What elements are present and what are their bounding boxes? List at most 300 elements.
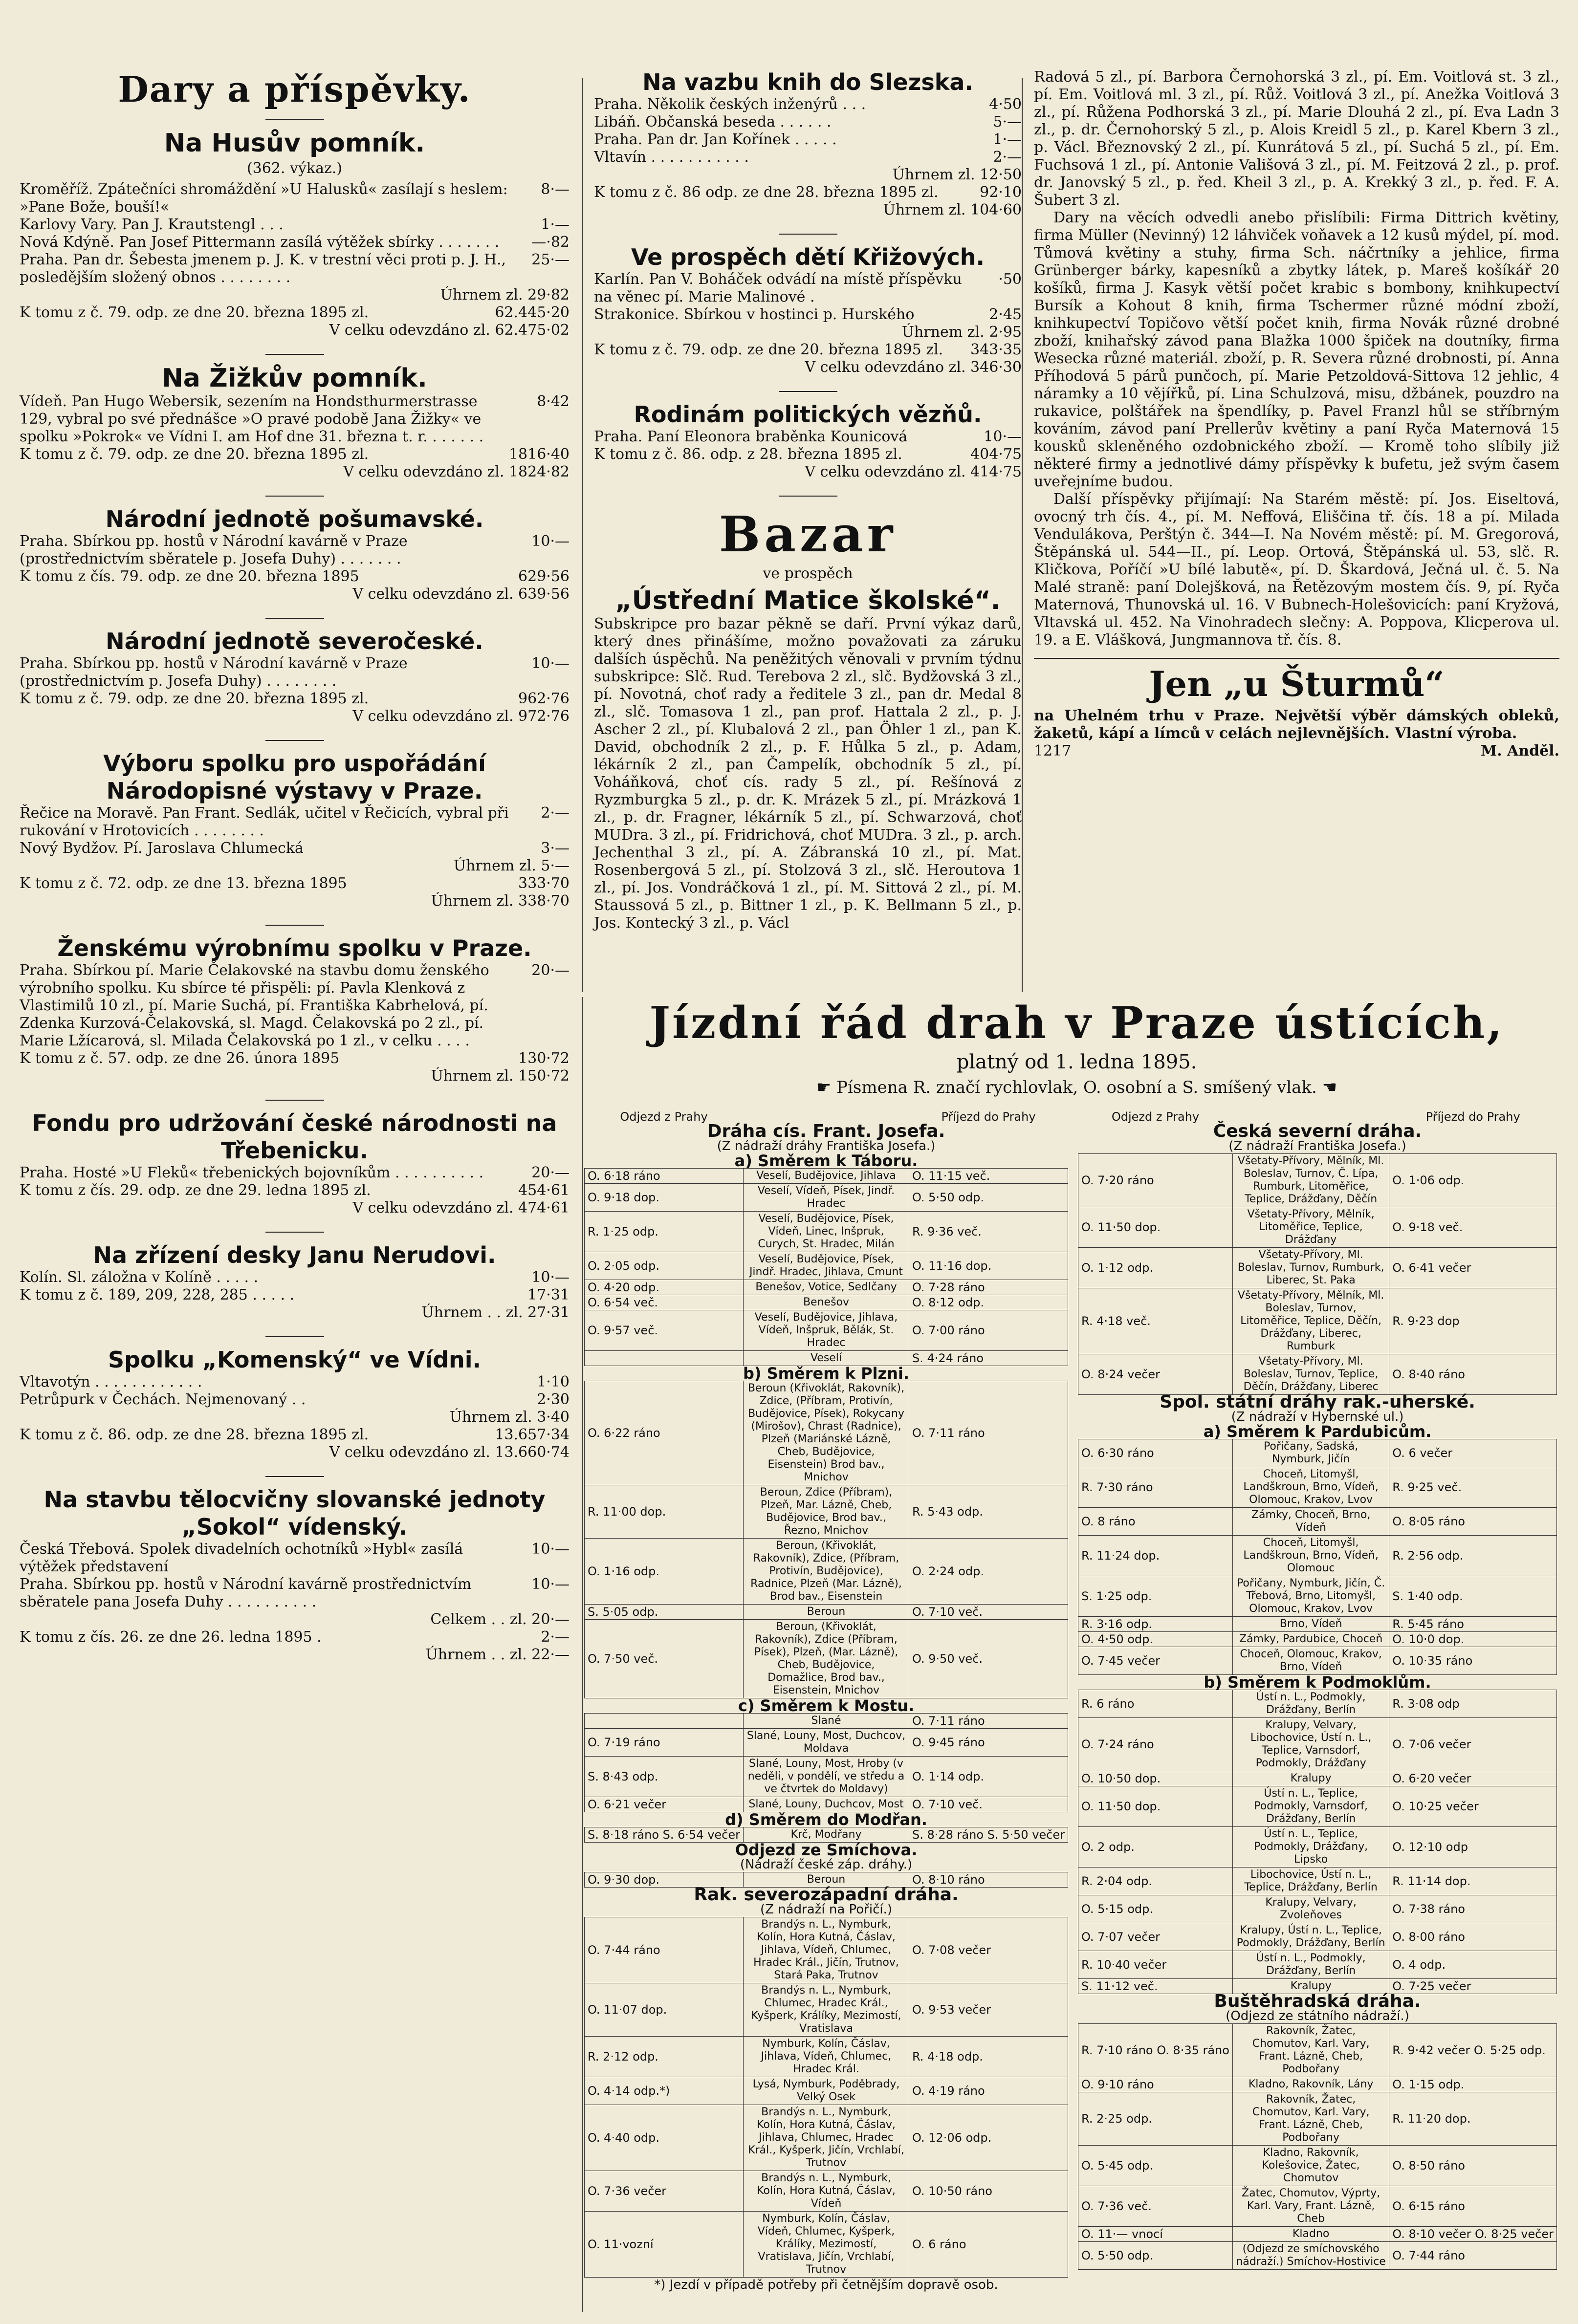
donation-row bbox=[20, 962, 570, 1050]
route-stations: Choceň, Litomyšl, Landškroun, Brno, Vídeň, Olomouc, Krakov, Lvov bbox=[1232, 1467, 1389, 1508]
route-stations: Benešov, Votice, Sedlčany bbox=[744, 1280, 909, 1295]
railway-station: (Z nádraží Františka Josefa.) bbox=[1228, 1139, 1406, 1153]
departure-time: O. 6·21 večer bbox=[585, 1797, 744, 1812]
middle-column bbox=[594, 68, 1022, 1046]
donation-row bbox=[20, 1373, 570, 1391]
section-neruda bbox=[20, 1241, 570, 1322]
sent-total: V celku odevzdáno zl. 346·30 bbox=[805, 359, 1022, 376]
departure-time: O. 10·50 dop. bbox=[1078, 1771, 1233, 1786]
total-value: 343·35 bbox=[970, 341, 1022, 358]
bazar-notice bbox=[594, 505, 1022, 932]
departure-time: O. 2·05 odp. bbox=[585, 1252, 744, 1280]
arrival-time: O. 6·20 večer bbox=[1389, 1771, 1557, 1786]
arrival-time: O. 10·35 ráno bbox=[1389, 1647, 1557, 1675]
station-note-row bbox=[585, 1857, 1068, 1872]
subtotal-label: Úhrnem zl. bbox=[449, 1409, 532, 1426]
footnote: *) Jezdí v případě potřeby při četnějším dopravě osob. bbox=[654, 2278, 998, 2292]
in-kind-donations-text: Dary na věcích odvedli anebo přislíbili: Firma Dittrich květiny, firma Müller (Nevinný) 12 láhviček voňavek a 12 kusů mýdel, pí. mod. Tůmová květiny a stuhy, firma Sch. náčrtníky a jehlice, firma Grünberger bárky, kapesníků a zbytky látek, p. Mareš košíkář 20 košíků, firma J. Kasyk větší počet krabic s bombony, knihkupectví Bursík a Kohout 8 knih, firma Tschermer různé módní zboží, knihkupectví Topičovo větší počet knih, firma Novák různé drobné zboží, knihařský závod pana Blažka 1000 špiček na doutníky, firma Wesecka různé materiál. zboží, p. R. Severa různé drobnosti, pí. Anna Příhodová 5 párů punčoch, pí. Marie Petzoldová-Sittova 12 jehlic, 4 náramky a 10 vějířků, pí. Lina Schulzová, misu, džbánek, pouzdro na rukavice, polštářek na špendlíky, p. Pavel Franzl hůl se stříbrným kováním, závod paní Prellerův květiny a paní Ryča Maternová 15 kousků skleněného ozdobnického zboží. — Kromě toho slíbily již některé firmy a jednotlivé dámy příspěvky k bufetu, jež svým časem uveřejníme budou. bbox=[1034, 209, 1559, 490]
total-label: K tomu z č. 79. odp. ze dne 20. března 1895 zl. bbox=[20, 690, 369, 707]
route-stations: Brandýs n. L., Nymburk, Chlumec, Hradec Král., Kyšperk, Králíky, Mezimostí, Vratislava bbox=[744, 1983, 909, 2037]
total-label: K tomu z č. 79. odp. ze dne 20. března 1895 zl. bbox=[594, 341, 943, 358]
railway-name: Dráha cís. Frant. Josefa. bbox=[707, 1121, 945, 1141]
donation-text: Vltavotýn . . . . . . . . . . . . bbox=[20, 1373, 202, 1390]
donation-amount: 25·— bbox=[531, 251, 570, 268]
donation-text: Praha. Pan dr. Jan Kořínek . . . . . bbox=[594, 131, 837, 148]
sum-value: 104·60 bbox=[970, 201, 1022, 218]
total-value: 333·70 bbox=[518, 875, 570, 892]
donation-amount: 10·— bbox=[531, 533, 570, 550]
route-stations: Veselí, Budějovice, Jihlava, Vídeň, Inšpruk, Bělák, St. Hradec bbox=[744, 1310, 909, 1351]
route-stations: Lysá, Nymburk, Poděbrady, Velký Osek bbox=[744, 2077, 909, 2105]
timetable-row bbox=[585, 2212, 1068, 2278]
arrival-time: O. 1·06 odp. bbox=[1389, 1154, 1557, 1207]
total-value: 404·75 bbox=[970, 446, 1022, 463]
timetable-row bbox=[1078, 1288, 1557, 1354]
arrival-time: O. 10·50 ráno bbox=[909, 2171, 1068, 2212]
railway-name: Česká severní dráha. bbox=[1213, 1121, 1422, 1141]
timetable-row bbox=[1078, 1827, 1557, 1868]
route-stations: Všetaty-Přívory, Mělník, Ml. Boleslav, Turnov, Č. Lípa, Rumburk, Litoměřice, Teplice, Drážďany, Děčín bbox=[1232, 1154, 1389, 1207]
departure-time: O. 11·50 dop. bbox=[1078, 1786, 1233, 1827]
departure-time: O. 1·16 odp. bbox=[585, 1539, 744, 1605]
bazar-prefix: ve prospěch bbox=[763, 565, 853, 582]
route-stations: Veselí, Budějovice, Jihlava bbox=[744, 1169, 909, 1184]
departure-time: R. 7·10 ráno O. 8·35 ráno bbox=[1078, 2024, 1233, 2077]
donation-amount: 20·— bbox=[531, 962, 570, 979]
donation-row bbox=[20, 234, 570, 251]
route-stations: Choceň, Litomyšl, Landškroun, Brno, Vídeň, Olomouc bbox=[1232, 1536, 1389, 1576]
timetable-row bbox=[1078, 1467, 1557, 1508]
arrival-time: R. 9·36 več. bbox=[909, 1212, 1068, 1252]
subtotal-row bbox=[20, 286, 570, 304]
sent-total: V celku odevzdáno zl. 639·56 bbox=[352, 586, 570, 603]
total-row bbox=[594, 341, 1022, 359]
direction-heading-row bbox=[585, 1366, 1068, 1381]
hand-pointer-icon: ☛ bbox=[816, 1078, 837, 1097]
donation-row bbox=[20, 1286, 570, 1304]
arrival-time: O. 8·50 ráno bbox=[1389, 2146, 1557, 2186]
timetable-row bbox=[585, 1351, 1068, 1366]
section-posumavska bbox=[20, 505, 570, 603]
legend-text: Písmena R. značí rychlovlak, O. osobní a S. smíšený vlak. bbox=[836, 1078, 1317, 1097]
donation-row bbox=[594, 271, 1022, 306]
departure-time: O. 11·vozní bbox=[585, 2212, 744, 2278]
advert-number: 1217 bbox=[1034, 742, 1072, 760]
donation-row bbox=[594, 131, 1022, 149]
departure-time: O. 9·18 dop. bbox=[585, 1184, 744, 1212]
departure-time: S. 8·43 odp. bbox=[585, 1757, 744, 1797]
donation-text: Praha. Hosté »U Fleků« třebenických bojovníkům . . . . . . . . . . bbox=[20, 1164, 484, 1181]
subtotal-row bbox=[20, 1409, 570, 1426]
route-stations: Slané, Louny, Most, Duchcov, Moldava bbox=[744, 1729, 909, 1757]
donation-amount: 17·31 bbox=[527, 1286, 570, 1303]
route-stations: Kralupy, Velvary, Libochovice, Ústí n. L., Teplice, Varnsdorf, Podmokly, Drážďany bbox=[1232, 1718, 1389, 1771]
section-heading: Na stavbu tělocvičny slovanské jednoty „Sokol“ vídenský. bbox=[44, 1486, 546, 1540]
subtotal-row bbox=[594, 324, 1022, 341]
total-row bbox=[20, 568, 570, 586]
donation-text: K tomu z č. 189, 209, 228, 285 . . . . . bbox=[20, 1286, 295, 1303]
donation-text: Řečice na Moravě. Pan Frant. Sedlák, učitel v Řečicích, vybral při rukování v Hrotovicích . . . . . . . . bbox=[20, 804, 509, 839]
timetable-title: Jízdní řád drah v Praze ústících, bbox=[649, 997, 1504, 1049]
sum-label: Úhrnem zl. bbox=[431, 1067, 514, 1085]
timetable-row bbox=[1078, 2077, 1557, 2092]
timetable-row bbox=[585, 1797, 1068, 1812]
departure-time: O. 2 odp. bbox=[1078, 1827, 1233, 1868]
railway-heading-row bbox=[585, 1888, 1068, 1903]
route-stations: Beroun (Křivoklát, Rakovník), Zdice, (Příbram, Protivín, Budějovice, Písek), Rokycany (Mirošov), Chrast (Radnice), Plzeň (Mariánské Lázně, Cheb, Budějovice, Eisenstein) Brod bav., Mnichov bbox=[744, 1381, 909, 1485]
arrival-time: O. 4 odp. bbox=[1389, 1951, 1557, 1979]
arrival-time: R. 2·56 odp. bbox=[1389, 1536, 1557, 1576]
timetable-row bbox=[1078, 1786, 1557, 1827]
total-row bbox=[20, 1050, 570, 1067]
timetable-row bbox=[1078, 2227, 1557, 2242]
sum-row bbox=[20, 1304, 570, 1322]
hand-pointer-icon: ☚ bbox=[1316, 1078, 1337, 1097]
direction-heading-row bbox=[585, 1153, 1068, 1169]
donation-text: Praha. Pan dr. Šebesta jmenem p. J. K. v trestní věci proti p. J. H., posledějším složený obnos . . . . . . . . bbox=[20, 251, 506, 286]
total-label: K tomu z čís. 79. odp. ze dne 20. března 1895 bbox=[20, 568, 359, 585]
timetable-row bbox=[585, 1381, 1068, 1485]
arrival-time: R. 3·08 odp bbox=[1389, 1690, 1557, 1718]
bazar-continued-text: Radová 5 zl., pí. Barbora Černohorská 3 zl., pí. Em. Voitlová st. 3 zl., pí. Em. Voitlová ml. 3 zl., pí. Růž. Voitlová 3 zl., pí. Anežka Voitlová 3 zl., pí. Růžena Podhorská 3 zl., pí. Marie Dlouhá 2 zl., pí. Eva Ladn 3 zl., p. dr. Černohorský 5 zl., p. Alois Kreidl 5 zl., p. Karel Kbern 3 zl., p. Václ. Březnovský 2 zl., pí. Kunrátová 5 zl., pí. Suchá 5 zl., pí. Em. Fuchsová 1 zl., pí. Antonie Vališová 3 zl., pí. M. Feitzová 2 zl., p. prof. dr. Janovský 5 zl., p. řed. Kheil 3 zl., p. A. Krekký 3 zl., p. řed. F. A. Šubert 3 zl. bbox=[1034, 68, 1559, 209]
route-stations: Všetaty-Přívory, Ml. Boleslav, Turnov, Teplice, Děčín, Drážďany, Liberec bbox=[1232, 1354, 1389, 1395]
timetable-row bbox=[1078, 1248, 1557, 1288]
donation-text: Praha. Sbírkou pí. Marie Čelakovské na stavbu domu ženského výrobního spolku. Ku sbírce té přispěli: pí. Pavla Klenková z Vlastimilů 10 zl., pí. Marie Suchá, pí. Františka Kabrhelová, pí. Zdenka Kurzová-Čelakovská, sl. Magd. Čelakovská po 2 zl., pí. Marie Lžícarová, sl. Milada Čelakovská po 1 zl., v celku . . . . bbox=[20, 962, 489, 1049]
departure-time: O. 4·40 odp. bbox=[585, 2105, 744, 2171]
timetable-row bbox=[585, 2037, 1068, 2077]
sum-label: Úhrnem . . zl. bbox=[425, 1646, 527, 1663]
total-label: K tomu z č. 79. odp. ze dne 20. března 1895 zl. bbox=[20, 446, 369, 463]
arrival-header: Příjezd do Prahy bbox=[941, 1110, 1036, 1124]
departure-time: R. 10·40 večer bbox=[1078, 1951, 1233, 1979]
route-stations: Ústí n. L., Podmokly, Drážďany, Berlín bbox=[1232, 1690, 1389, 1718]
arrival-time: O. 8·10 večer O. 8·25 večer bbox=[1389, 2227, 1557, 2242]
donation-amount: 2·— bbox=[541, 804, 570, 822]
donation-amount: 10·— bbox=[984, 428, 1022, 445]
arrival-time: O. 10·0 dop. bbox=[1389, 1632, 1557, 1647]
sum-label: Úhrnem . . zl. bbox=[421, 1304, 523, 1321]
route-stations: Nymburk, Kolín, Čáslav, Jihlava, Vídeň, Chlumec, Hradec Král. bbox=[744, 2037, 909, 2077]
total-row bbox=[20, 1426, 570, 1444]
arrival-time: R. 9·23 dop bbox=[1389, 1288, 1557, 1354]
sent-total: V celku odevzdáno zl. 13.660·74 bbox=[329, 1444, 570, 1461]
timetable-row bbox=[1078, 1508, 1557, 1536]
section-hus bbox=[20, 129, 570, 339]
railway-station: (Odjezd ze státního nádraží.) bbox=[1226, 2009, 1409, 2023]
departure-time: O. 9·10 ráno bbox=[1078, 2077, 1233, 2092]
subtotal-label: Úhrnem zl. bbox=[892, 166, 975, 183]
section-trebenicko bbox=[20, 1109, 570, 1217]
departure-time: O. 7·20 ráno bbox=[1078, 1154, 1233, 1207]
route-stations: Kralupy, Velvary, Zvoleňoves bbox=[1232, 1895, 1389, 1923]
timetable-subtitle: platný od 1. ledna 1895. bbox=[956, 1051, 1197, 1073]
divider bbox=[265, 1336, 324, 1337]
donation-text: Vídeň. Pan Hugo Webersik, sezením na Hondsthurmerstrasse 129, vybral po své přednášce »O pravé podobě Jana Žižky« ve spolku »Pokrok« ve Vídni I. am Hof dne 31. března t. r. . . . . . . bbox=[20, 393, 484, 445]
departure-time: O. 6·54 več. bbox=[585, 1295, 744, 1310]
departure-time: O. 7·36 večer bbox=[585, 2171, 744, 2212]
total-row bbox=[20, 875, 570, 892]
timetable-row bbox=[585, 1184, 1068, 1212]
advert-footer bbox=[1034, 742, 1559, 760]
sum-row bbox=[594, 201, 1022, 219]
route-stations: (Odjezd ze smíchovského nádraží.) Smíchov-Hostivice bbox=[1232, 2242, 1389, 2270]
donation-text: Praha. Několik českých inženýrů . . . bbox=[594, 96, 866, 113]
route-stations: Krč, Modřany bbox=[744, 1827, 909, 1843]
departure-time: O. 6·22 ráno bbox=[585, 1381, 744, 1485]
section-heading: Národní jednotě severočeské. bbox=[106, 628, 483, 654]
section-heading: Spolku „Komenský“ ve Vídni. bbox=[108, 1347, 482, 1373]
direction-heading-row bbox=[1078, 1675, 1557, 1690]
departure-time: R. 2·25 odp. bbox=[1078, 2092, 1233, 2146]
timetable-row bbox=[1078, 2092, 1557, 2146]
railway-name: Buštěhradská dráha. bbox=[1214, 1991, 1421, 2011]
total-value: 962·76 bbox=[518, 690, 570, 707]
subtotal-label: Úhrnem zl. bbox=[440, 286, 523, 304]
arrival-header: Příjezd do Prahy bbox=[1425, 1110, 1520, 1124]
departure-time: O. 6·18 ráno bbox=[585, 1169, 744, 1184]
section-zizka bbox=[20, 364, 570, 481]
section-heading: Na vazbu knih do Slezska. bbox=[642, 69, 973, 95]
donation-text: Praha. Paní Eleonora braběnka Kounicová bbox=[594, 428, 908, 445]
arrival-time: R. 11·14 dop. bbox=[1389, 1868, 1557, 1895]
donation-amount: 2·45 bbox=[989, 306, 1022, 323]
arrival-time: R. 9·25 več. bbox=[1389, 1467, 1557, 1508]
subtotal-value: 12·50 bbox=[980, 166, 1022, 183]
arrival-time: O. 8·00 ráno bbox=[1389, 1923, 1557, 1951]
total-value: 454·61 bbox=[518, 1182, 570, 1199]
donation-row bbox=[20, 1541, 570, 1576]
route-stations: Zámky, Pardubice, Choceň bbox=[1232, 1632, 1389, 1647]
departure-time: R. 11·00 dop. bbox=[585, 1485, 744, 1539]
donation-row bbox=[20, 655, 570, 690]
advert-signature: M. Anděl. bbox=[1480, 742, 1559, 760]
timetable-row bbox=[585, 1620, 1068, 1698]
donations-column bbox=[20, 68, 570, 2297]
donation-row bbox=[20, 1391, 570, 1409]
arrival-time: O. 7·00 ráno bbox=[909, 1310, 1068, 1351]
donation-row bbox=[20, 1576, 570, 1611]
departure-time: R. 11·24 dop. bbox=[1078, 1536, 1233, 1576]
railway-heading-row bbox=[1078, 1994, 1557, 2009]
arrival-time: O. 11·16 dop. bbox=[909, 1252, 1068, 1280]
departure-time: O. 11·— vnocí bbox=[1078, 2227, 1233, 2242]
divider bbox=[779, 234, 837, 235]
departure-time bbox=[585, 1351, 744, 1366]
donation-row bbox=[20, 533, 570, 568]
timetable-row bbox=[585, 1983, 1068, 2037]
timetable-row bbox=[1078, 1647, 1557, 1675]
donation-row bbox=[20, 216, 570, 234]
total-row bbox=[594, 446, 1022, 463]
route-stations: Rakovník, Žatec, Chomutov, Karl. Vary, Frant. Lázně, Cheb, Podbořany bbox=[1232, 2092, 1389, 2146]
sum-row bbox=[20, 1067, 570, 1085]
donation-amount: —·82 bbox=[531, 234, 570, 251]
timetable-row bbox=[585, 1917, 1068, 1983]
route-stations: Kralupy bbox=[1232, 1979, 1389, 1994]
departure-time: R. 3·16 odp. bbox=[1078, 1617, 1233, 1632]
donation-text: Vltavín . . . . . . . . . . . bbox=[594, 149, 749, 166]
total-row bbox=[20, 1629, 570, 1646]
total-label: K tomu z č. 86. odp. z 28. března 1895 zl. bbox=[594, 446, 902, 463]
total-row bbox=[20, 304, 570, 322]
donation-text: Libáň. Občanská beseda . . . . . . bbox=[594, 113, 832, 130]
timetable-row bbox=[1078, 1632, 1557, 1647]
section-narodopisna bbox=[20, 750, 570, 910]
donation-amount: 3·— bbox=[541, 840, 570, 857]
departure-time: O. 7·44 ráno bbox=[585, 1917, 744, 1983]
departure-time: R. 2·04 odp. bbox=[1078, 1868, 1233, 1895]
route-stations: Žatec, Chomutov, Výprty, Karl. Vary, Frant. Lázně, Cheb bbox=[1232, 2186, 1389, 2227]
timetable-row bbox=[1078, 1690, 1557, 1718]
timetable-row bbox=[1078, 1617, 1557, 1632]
donation-row bbox=[594, 428, 1022, 446]
timetable-row bbox=[585, 2077, 1068, 2105]
section-heading: Na zřízení desky Janu Nerudovi. bbox=[93, 1242, 496, 1268]
route-stations: Nymburk, Kolín, Čáslav, Vídeň, Chlumec, Kyšperk, Králíky, Mezimostí, Vratislava, Jičín, Vrchlabí, Trutnov bbox=[744, 2212, 909, 2278]
arrival-time: O. 9·50 več. bbox=[909, 1620, 1068, 1698]
route-stations: Choceň, Olomouc, Krakov, Brno, Vídeň bbox=[1232, 1647, 1389, 1675]
section-zensky-spolek bbox=[20, 934, 570, 1085]
departure-time: O. 4·20 odp. bbox=[585, 1280, 744, 1295]
arrival-time: O. 6·15 ráno bbox=[1389, 2186, 1557, 2227]
departure-time: O. 5·50 odp. bbox=[1078, 2242, 1233, 2270]
departure-time: S. 1·25 odp. bbox=[1078, 1576, 1233, 1617]
section-heading: Na Husův pomník. bbox=[164, 129, 425, 158]
timetable-row bbox=[585, 1212, 1068, 1252]
route-stations: Pořičany, Nymburk, Jičín, Č. Třebová, Brno, Litomyšl, Olomouc, Krakov, Lvov bbox=[1232, 1576, 1389, 1617]
arrival-time: O. 7·10 več. bbox=[909, 1797, 1068, 1812]
timetable-row bbox=[585, 1757, 1068, 1797]
arrival-time: O. 8·05 ráno bbox=[1389, 1508, 1557, 1536]
departure-time: O. 4·50 odp. bbox=[1078, 1632, 1233, 1647]
timetable-row bbox=[585, 1485, 1068, 1539]
donation-amount: 1·10 bbox=[537, 1373, 570, 1390]
arrival-time: O. 7·38 ráno bbox=[1389, 1895, 1557, 1923]
donation-row bbox=[20, 1269, 570, 1286]
total-label: K tomu z č. 86 odp. ze dne 28. března 1895 zl. bbox=[594, 184, 939, 201]
railway-station-row bbox=[1078, 1139, 1557, 1154]
timetable-row bbox=[1078, 1439, 1557, 1467]
section-sokol bbox=[20, 1486, 570, 1664]
donation-amount: 1·— bbox=[541, 216, 570, 233]
total-label: K tomu z č. 57. odp. ze dne 26. února 1895 bbox=[20, 1050, 340, 1067]
donation-row bbox=[20, 1164, 570, 1182]
total-label: K tomu z čís. 26. ze dne 26. ledna 1895 . bbox=[20, 1629, 322, 1646]
departure-header: Odjezd z Prahy bbox=[1111, 1110, 1200, 1124]
route-stations: Libochovice, Ústí n. L., Teplice, Drážďany, Berlín bbox=[1232, 1868, 1389, 1895]
timetable-row bbox=[585, 1310, 1068, 1351]
donation-amount: 2·— bbox=[993, 149, 1022, 166]
railway-heading-row bbox=[1078, 1395, 1557, 1410]
route-stations: Veselí, Budějovice, Písek, Jindř. Hradec, Jihlava, Cmunt bbox=[744, 1252, 909, 1280]
route-stations: Benešov bbox=[744, 1295, 909, 1310]
donation-text: Nový Bydžov. Pí. Jaroslava Chlumecká bbox=[20, 840, 304, 857]
subtotal-value: 3·40 bbox=[537, 1409, 570, 1426]
total-value: 629·56 bbox=[518, 568, 570, 585]
timetable-right bbox=[1078, 1109, 1557, 2270]
donation-amount: 4·50 bbox=[989, 96, 1022, 113]
bazar-title: Bazar bbox=[719, 505, 897, 563]
section-heading: Rodinám politických vězňů. bbox=[634, 401, 982, 428]
departure-time: R. 2·12 odp. bbox=[585, 2037, 744, 2077]
departure-time: O. 7·50 več. bbox=[585, 1620, 744, 1698]
sent-total: V celku odevzdáno zl. 1824·82 bbox=[343, 463, 570, 480]
donation-text: Kroměříž. Zpátečníci shromáždění »U Halusků« zasílají s heslem: »Pane Bože, bouší!« bbox=[20, 181, 508, 216]
section-severoceska bbox=[20, 628, 570, 725]
timetable-row bbox=[1078, 1576, 1557, 1617]
subtotal-row bbox=[20, 1611, 570, 1629]
subtotal-value: 5·— bbox=[541, 857, 570, 874]
donation-text: Karlovy Vary. Pan J. Krautstengl . . . bbox=[20, 216, 284, 233]
route-stations: Kralupy, Ústí n. L., Teplice, Podmokly, Drážďany, Berlín bbox=[1232, 1923, 1389, 1951]
collection-points-text: Další příspěvky přijímají: Na Starém městě: pí. Jos. Eiseltová, ovocný trh čís. 4., pí. M. Neffová, Eliščina tř. čís. 18 a pí. Milada Vendulákova, Perštýn č. 344—I. Na Novém městě: pí. M. Gregorová, Štěpánská ul. 544—II., pí. Leop. Ortová, Štěpánská ul. 53, slč. R. Kličkova, Poříčí »U bílé labutě«, pí. D. Škardová, Ječná ul. č. 5. Na Malé straně: paní Dolejšková, na Řetězovým mostem čís. 9, pí. Ryča Maternová, Thunovská ul. 16. V Bubnech-Holešovicích: paní Kryžová, Vltavská ul. 452. Na Vinohradech slečny: A. Poppova, Klicperova ul. 19. a E. Vlášková, Jungmannova tř. čís. 8. bbox=[1034, 491, 1559, 649]
timetable-row bbox=[585, 1714, 1068, 1729]
arrival-time: O. 6 večer bbox=[1389, 1439, 1557, 1467]
departure-header: Odjezd z Prahy bbox=[620, 1110, 708, 1124]
departure-time: R. 7·30 ráno bbox=[1078, 1467, 1233, 1508]
route-stations: Veselí bbox=[744, 1351, 909, 1366]
sent-total: V celku odevzdáno zl. 414·75 bbox=[805, 463, 1022, 480]
route-stations: Slané, Louny, Most, Hroby (v neděli, v pondělí, ve středu a ve čtvrtek do Moldavy) bbox=[744, 1757, 909, 1797]
direction-heading: d) Směrem do Modřan. bbox=[725, 1810, 927, 1829]
route-stations: Brandýs n. L., Nymburk, Kolín, Hora Kutná, Čáslav, Jihlava, Chlumec, Hradec Král., Kyšperk, Jičín, Vrchlabí, Trutnov bbox=[744, 2105, 909, 2171]
sum-row bbox=[20, 892, 570, 910]
route-stations: Veselí, Vídeň, Písek, Jindř. Hradec bbox=[744, 1184, 909, 1212]
route-stations: Ústí n. L., Podmokly, Drážďany, Berlín bbox=[1232, 1951, 1389, 1979]
donation-amount: 2·30 bbox=[537, 1391, 570, 1408]
total-value: 2·— bbox=[541, 1629, 570, 1646]
direction-heading: a) Směrem k Táboru. bbox=[734, 1151, 918, 1170]
right-column bbox=[1022, 68, 1559, 1046]
departure-time: R. 6 ráno bbox=[1078, 1690, 1233, 1718]
timetable-row bbox=[1078, 2242, 1557, 2270]
arrival-time: R. 4·18 odp. bbox=[909, 2037, 1068, 2077]
section-komensky bbox=[20, 1346, 570, 1461]
timetable-row bbox=[1078, 2186, 1557, 2227]
timetable-row bbox=[585, 1169, 1068, 1184]
departure-time: O. 7·24 ráno bbox=[1078, 1718, 1233, 1771]
departure-time: O. 8 ráno bbox=[1078, 1508, 1233, 1536]
arrival-time: S. 1·40 odp. bbox=[1389, 1576, 1557, 1617]
route-stations: Beroun bbox=[744, 1605, 909, 1620]
donation-row bbox=[594, 113, 1022, 131]
arrival-time: O. 8·12 odp. bbox=[909, 1295, 1068, 1310]
timetable-row bbox=[585, 1729, 1068, 1757]
timetable-row bbox=[1078, 2146, 1557, 2186]
arrival-time: R. 5·43 odp. bbox=[909, 1485, 1068, 1539]
timetable-row bbox=[1078, 1354, 1557, 1395]
route-stations: Kladno bbox=[1232, 2227, 1389, 2242]
arrival-time: O. 5·50 odp. bbox=[909, 1184, 1068, 1212]
total-label: K tomu z čís. 29. odp. ze dne 29. ledna 1895 zl. bbox=[20, 1182, 371, 1199]
route-stations: Pořičany, Sadská, Nymburk, Jičín bbox=[1232, 1439, 1389, 1467]
donation-amount: 1·— bbox=[993, 131, 1022, 148]
donation-amount: 10·— bbox=[531, 1541, 570, 1558]
departure-time: O. 11·50 dop. bbox=[1078, 1207, 1233, 1248]
divider bbox=[265, 925, 324, 926]
column-rule bbox=[582, 997, 583, 2312]
route-stations: Rakovník, Žatec, Chomutov, Karl. Vary, Frant. Lázně, Cheb, Podbořany bbox=[1232, 2024, 1389, 2077]
divider bbox=[265, 354, 324, 355]
divider bbox=[265, 1100, 324, 1101]
subtotal-value: 29·82 bbox=[527, 286, 570, 304]
route-stations: Slané bbox=[744, 1714, 909, 1729]
direction-heading-row bbox=[585, 1812, 1068, 1827]
timetable-row bbox=[585, 1539, 1068, 1605]
railway-station: (Z nádraží v Hybernské ul.) bbox=[1231, 1410, 1404, 1424]
donation-amount: 10·— bbox=[531, 1576, 570, 1593]
departure-time: O. 11·07 dop. bbox=[585, 1983, 744, 2037]
